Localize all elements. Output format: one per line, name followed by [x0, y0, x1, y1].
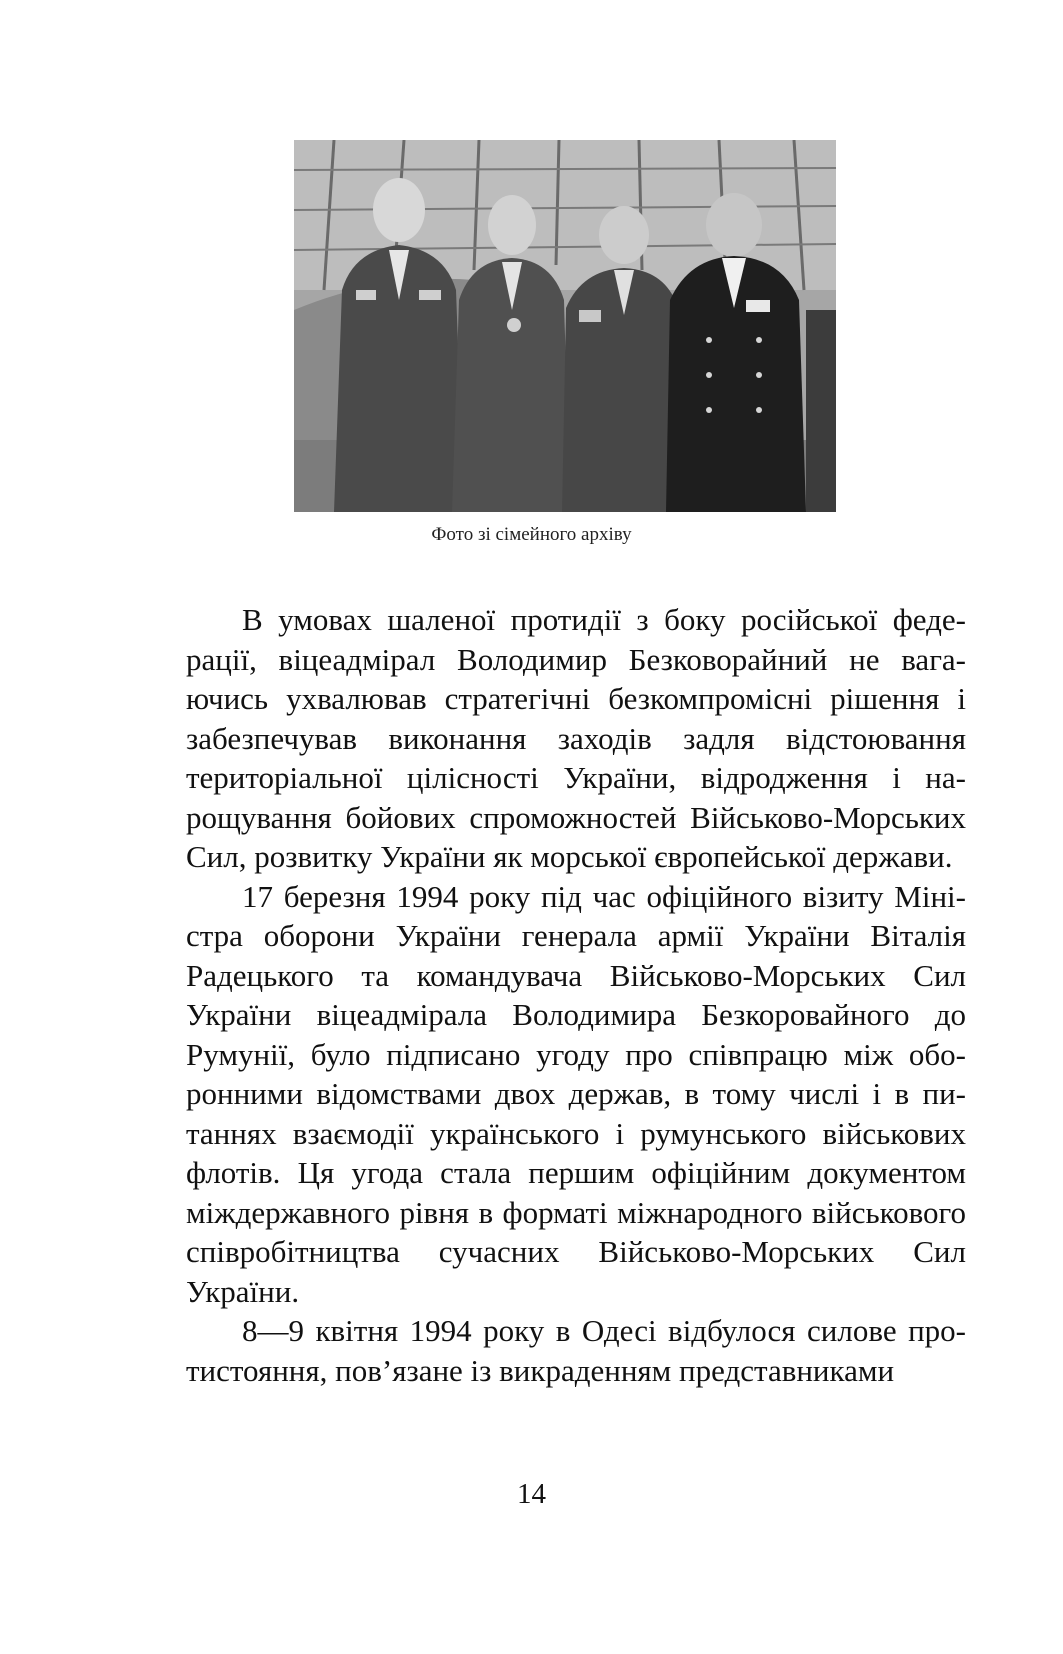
photo-caption: Фото зі сімейного архіву [431, 524, 632, 545]
paragraph: 17 березня 1994 року під час офіційного візиту Міністра оборони України генерала армії України Віталія Радецького та командувача Військово-Морських Сил України віцеадмірала Володимира Безкоровайного до Румунії, було підписано угоду про співпрацю між оборонними відомствами двох держав, в тому числі і в питаннях взаємодії українського і румунського військових флотів. Ця угода стала першим офіційним документом міждержавного рівня в форматі міжнародного військового співробітництва сучасних Військово-Морських Сил України. [186, 878, 966, 1309]
archive-photo [294, 140, 836, 512]
paragraph: 8—9 квітня 1994 року в Одесі відбулося силове протистояння, пов’язане із викраденням представниками [186, 1313, 966, 1388]
body-text [186, 600, 966, 1390]
officers-group-photo [294, 140, 836, 512]
page-number: 14 [517, 1478, 546, 1510]
paragraph: В умовах шаленої протидії з боку російської федерації, віцеадмірал Володимир Безковорайний не вагаючись ухвалював стратегічні безкомпромісні рішення і забезпечував виконання заходів задля відстоювання територіальної цілісності України, відродження і нарощування бойових спроможностей Військово-Морських Сил, розвитку України як морської європейської держави. [186, 602, 966, 874]
